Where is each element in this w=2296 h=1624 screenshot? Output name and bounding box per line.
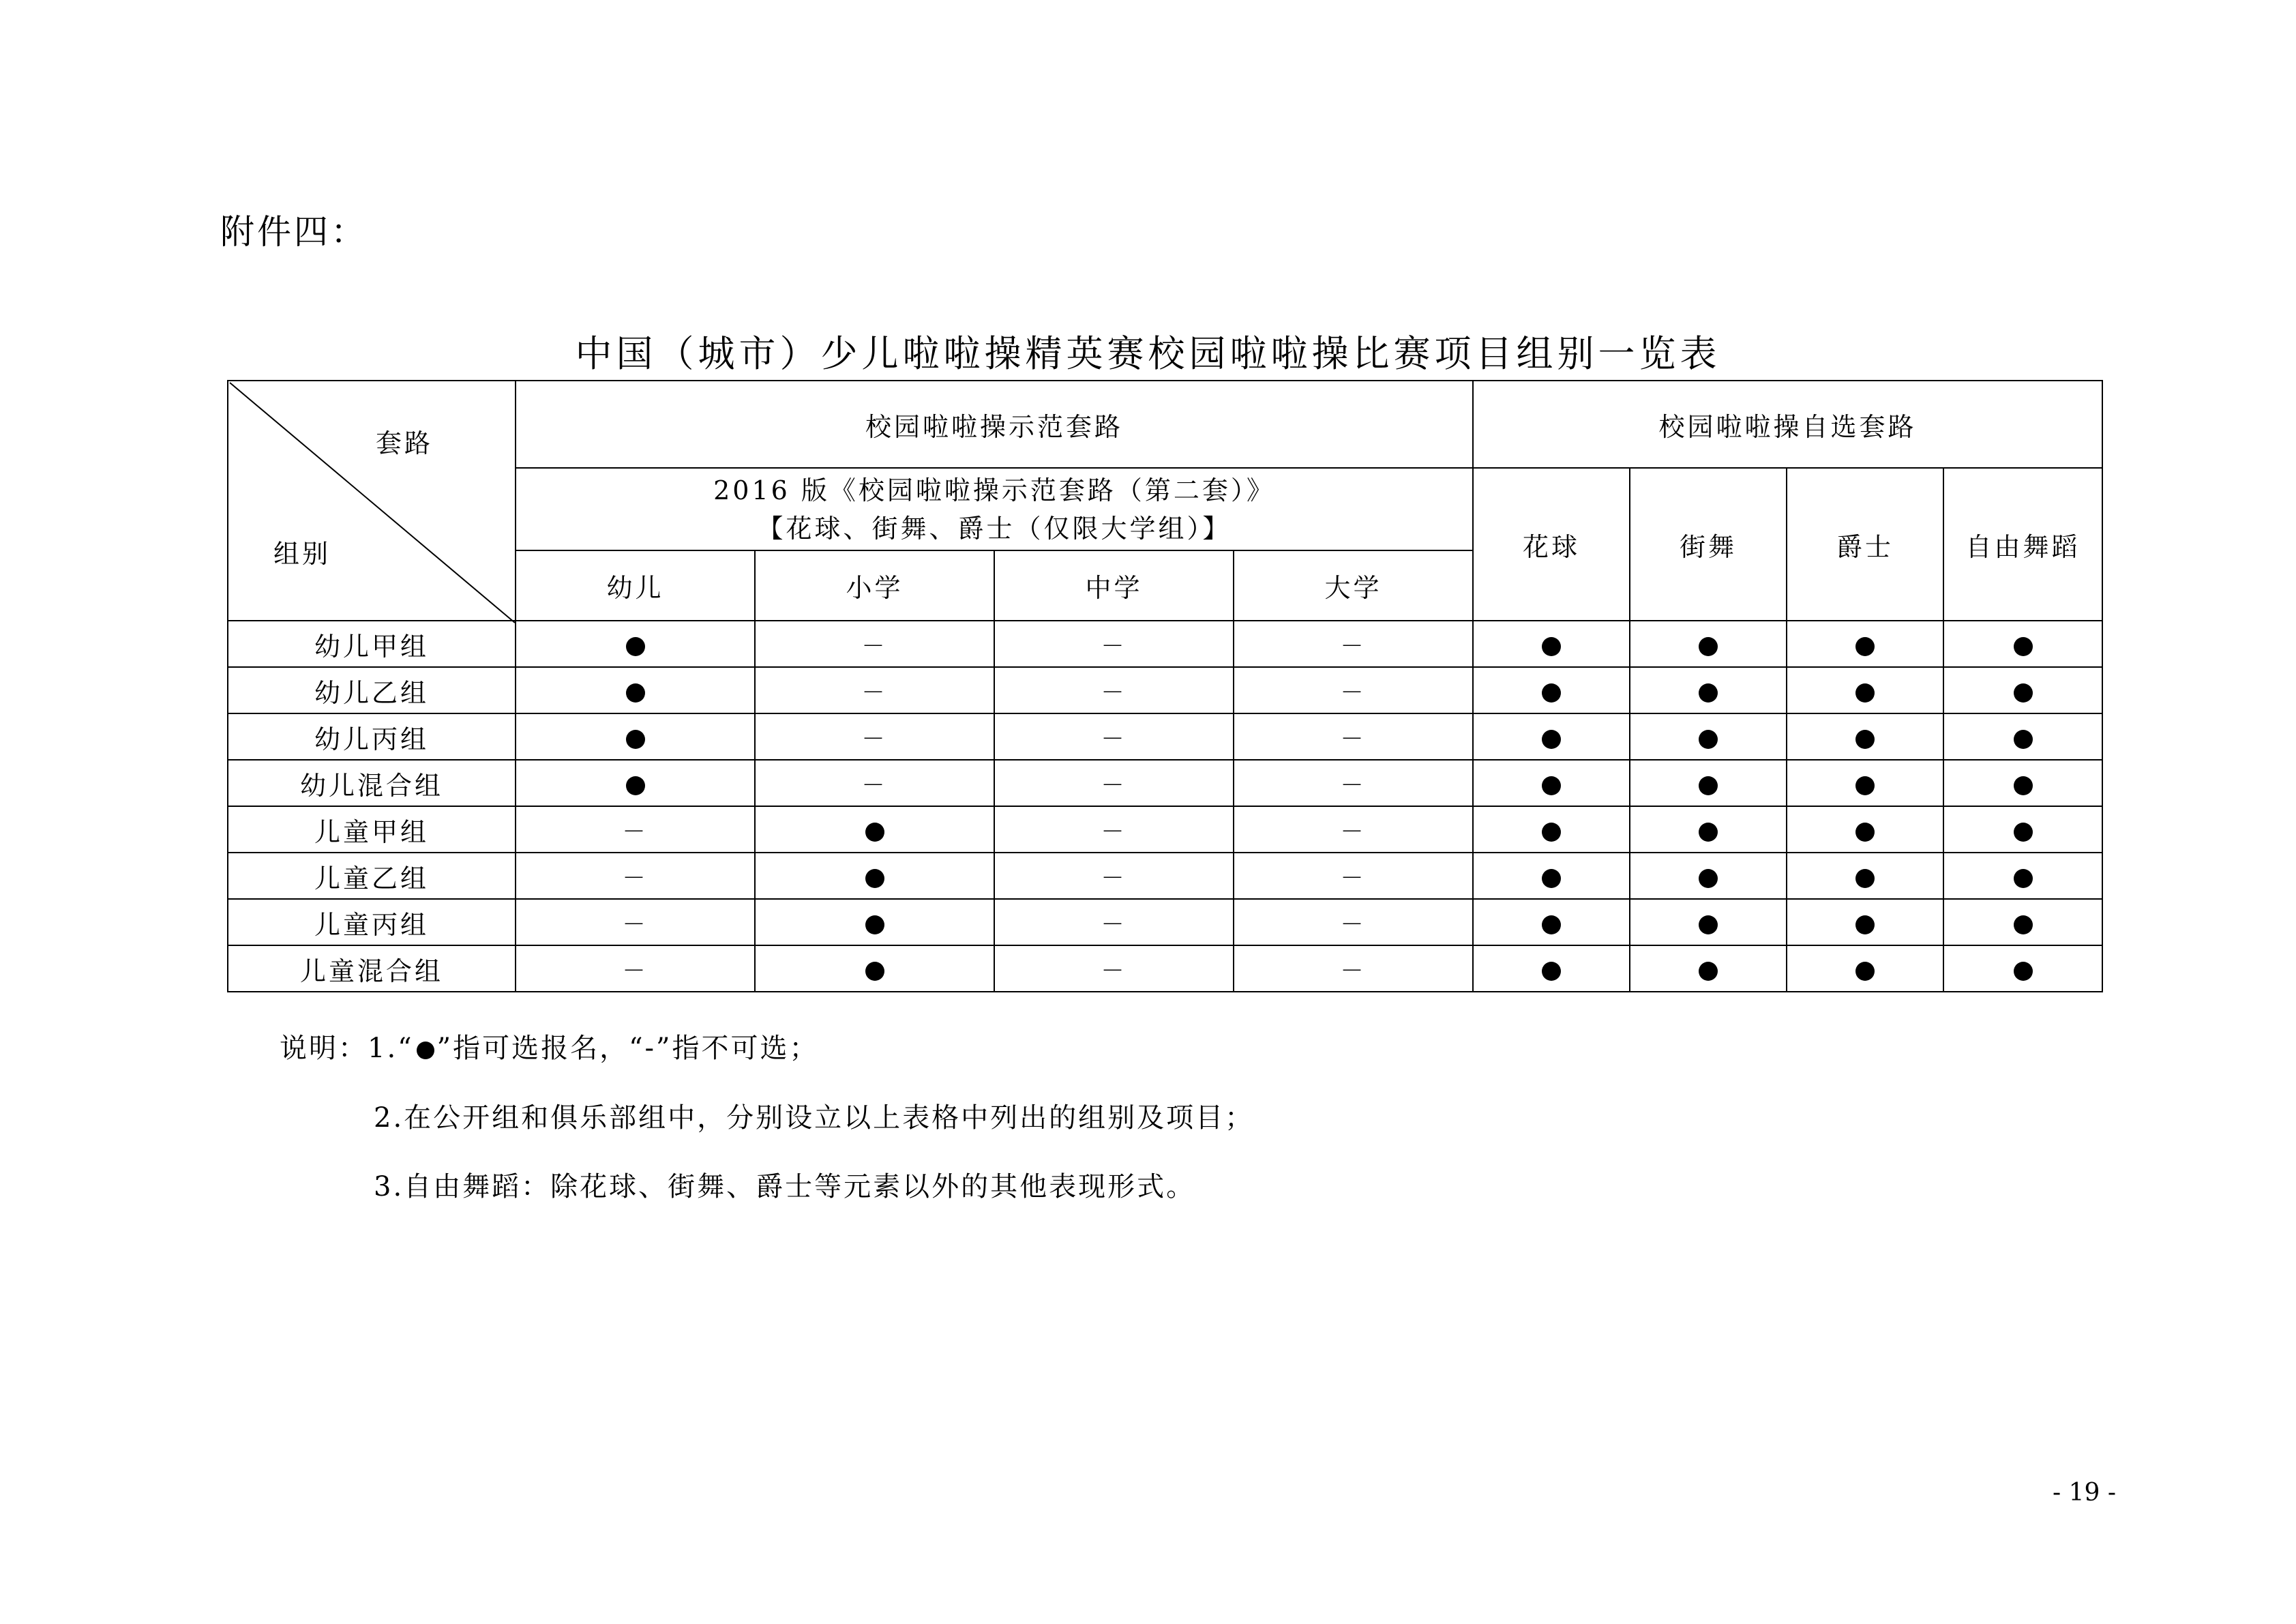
row-group-name: 儿童混合组 <box>228 945 516 992</box>
table-cell <box>1943 713 2102 760</box>
table-cell <box>1943 621 2102 667</box>
not-selectable-dash: － <box>861 632 888 660</box>
selectable-dot-icon <box>865 915 884 934</box>
table-cell <box>1630 621 1787 667</box>
selectable-dot-icon <box>626 683 645 703</box>
table-cell <box>994 853 1234 899</box>
selectable-dot-icon <box>2014 962 2033 981</box>
table-cell <box>1473 713 1630 760</box>
table-cell <box>516 760 755 806</box>
diagonal-line <box>228 381 516 624</box>
table-cell <box>1234 806 1473 853</box>
selectable-dot-icon <box>1699 869 1718 888</box>
table-cell <box>1630 853 1787 899</box>
table-cell <box>994 760 1234 806</box>
note-3: 3.自由舞蹈：除花球、街舞、爵士等元素以外的其他表现形式。 <box>374 1171 1196 1202</box>
table-row <box>228 667 2102 713</box>
note-2: 2.在公开组和俱乐部组中，分别设立以上表格中列出的组别及项目； <box>374 1102 1255 1134</box>
selectable-dot-icon <box>1855 962 1875 981</box>
selectable-dot-icon <box>1542 915 1561 934</box>
not-selectable-dash: － <box>622 957 648 985</box>
table-cell <box>516 713 755 760</box>
col-head-demo-2: 小学 <box>755 550 994 621</box>
table-cell <box>516 945 755 992</box>
table-body <box>228 621 2102 992</box>
demo-subtitle-line2: 【花球、街舞、爵士（仅限大学组）】 <box>757 513 1232 544</box>
selectable-dot-icon <box>1855 915 1875 934</box>
note-1 <box>280 1027 819 1065</box>
not-selectable-dash: － <box>622 911 648 939</box>
not-selectable-dash: － <box>1101 632 1127 660</box>
selectable-dot-icon <box>1855 776 1875 795</box>
table-row <box>228 945 2102 992</box>
table-cell <box>1787 713 1943 760</box>
selectable-dot-icon <box>1699 683 1718 703</box>
table-cell <box>1943 899 2102 945</box>
header-demo-subtitle <box>516 468 1473 550</box>
table-cell <box>1787 760 1943 806</box>
table-cell <box>1787 853 1943 899</box>
table-cell <box>1234 899 1473 945</box>
selectable-dot-icon <box>626 776 645 795</box>
page-number: - 19 - <box>2053 1479 2117 1507</box>
not-selectable-dash: － <box>1101 818 1127 846</box>
table-cell <box>994 713 1234 760</box>
selectable-dot-icon <box>1542 962 1561 981</box>
table-row <box>228 713 2102 760</box>
not-selectable-dash: － <box>1340 911 1367 939</box>
col-head-free-2: 街舞 <box>1630 468 1787 621</box>
col-head-demo-3: 中学 <box>994 550 1234 621</box>
table-title: 中国（城市）少儿啦啦操精英赛校园啦啦操比赛项目组别一览表 <box>575 332 1721 375</box>
selectable-dot-icon <box>2014 776 2033 795</box>
table-row <box>228 899 2102 945</box>
table-cell <box>1473 760 1630 806</box>
table-cell <box>1473 899 1630 945</box>
table-cell <box>1234 621 1473 667</box>
row-group-name: 幼儿混合组 <box>228 760 516 806</box>
col-head-free-1: 花球 <box>1473 468 1630 621</box>
selectable-dot-icon <box>1542 637 1561 656</box>
table-cell <box>1473 945 1630 992</box>
not-selectable-dash: － <box>861 771 888 799</box>
not-selectable-dash: － <box>1340 771 1367 799</box>
table-cell <box>1787 806 1943 853</box>
selectable-dot-icon <box>1542 730 1561 749</box>
table-cell <box>1234 667 1473 713</box>
table-cell <box>516 853 755 899</box>
table-cell <box>1473 853 1630 899</box>
selectable-dot-icon <box>2014 730 2033 749</box>
demo-subtitle-line1: 2016 版《校园啦啦操示范套路（第二套）》 <box>713 475 1275 505</box>
selectable-dot-icon <box>1699 637 1718 656</box>
table-cell <box>755 806 994 853</box>
table-cell <box>516 806 755 853</box>
table-cell <box>516 667 755 713</box>
table-row <box>228 853 2102 899</box>
table-cell <box>755 899 994 945</box>
selectable-dot-icon <box>1542 776 1561 795</box>
corner-cell <box>228 381 516 621</box>
selectable-dot-icon <box>2014 823 2033 842</box>
not-selectable-dash: － <box>622 864 648 892</box>
col-head-free-4: 自由舞蹈 <box>1943 468 2102 621</box>
selectable-dot-icon <box>865 869 884 888</box>
table-cell <box>1630 713 1787 760</box>
table-cell <box>755 945 994 992</box>
not-selectable-dash: － <box>1340 957 1367 985</box>
table-cell <box>1630 899 1787 945</box>
table-row <box>228 621 2102 667</box>
selectable-dot-icon <box>1542 823 1561 842</box>
table-cell <box>516 899 755 945</box>
not-selectable-dash: － <box>1101 864 1127 892</box>
selectable-dot-icon <box>417 1042 434 1059</box>
table-cell <box>755 621 994 667</box>
table-cell <box>1630 667 1787 713</box>
selectable-dot-icon <box>865 823 884 842</box>
row-group-name: 儿童丙组 <box>228 899 516 945</box>
table-cell <box>1234 945 1473 992</box>
not-selectable-dash: － <box>1340 864 1367 892</box>
not-selectable-dash: － <box>1340 818 1367 846</box>
not-selectable-dash: － <box>1101 911 1127 939</box>
selectable-dot-icon <box>2014 637 2033 656</box>
table-cell <box>1630 945 1787 992</box>
selectable-dot-icon <box>1699 962 1718 981</box>
col-head-demo-1: 幼儿 <box>516 550 755 621</box>
note-1-prefix: 说明：1.“ <box>280 1033 414 1064</box>
header-free-routine: 校园啦啦操自选套路 <box>1473 381 2102 468</box>
not-selectable-dash: － <box>1340 725 1367 753</box>
selectable-dot-icon <box>2014 915 2033 934</box>
table-cell <box>755 760 994 806</box>
corner-label-routine: 套路 <box>376 428 434 458</box>
not-selectable-dash: － <box>861 725 888 753</box>
not-selectable-dash: － <box>1101 771 1127 799</box>
table-cell <box>1787 621 1943 667</box>
selectable-dot-icon <box>1699 776 1718 795</box>
selectable-dot-icon <box>1699 823 1718 842</box>
table-cell <box>1473 806 1630 853</box>
selectable-dot-icon <box>1699 915 1718 934</box>
col-head-demo-4: 大学 <box>1234 550 1473 621</box>
selectable-dot-icon <box>1699 730 1718 749</box>
selectable-dot-icon <box>2014 869 2033 888</box>
table-cell <box>1943 667 2102 713</box>
table-cell <box>516 621 755 667</box>
selectable-dot-icon <box>1855 823 1875 842</box>
event-group-table <box>227 380 2103 992</box>
table-cell <box>755 667 994 713</box>
selectable-dot-icon <box>1855 730 1875 749</box>
table-cell <box>755 853 994 899</box>
table-cell <box>994 945 1234 992</box>
not-selectable-dash: － <box>1101 725 1127 753</box>
selectable-dot-icon <box>1855 869 1875 888</box>
selectable-dot-icon <box>1855 637 1875 656</box>
selectable-dot-icon <box>2014 683 2033 703</box>
table-cell <box>1473 667 1630 713</box>
table-cell <box>994 621 1234 667</box>
table-cell <box>1787 899 1943 945</box>
selectable-dot-icon <box>1542 683 1561 703</box>
row-group-name: 儿童乙组 <box>228 853 516 899</box>
not-selectable-dash: － <box>861 679 888 707</box>
table-cell <box>1943 806 2102 853</box>
table-cell <box>1234 853 1473 899</box>
row-group-name: 幼儿丙组 <box>228 713 516 760</box>
table-row <box>228 806 2102 853</box>
note-1-suffix: ”指可选报名，“-”指不可选； <box>436 1033 819 1064</box>
table-cell <box>1943 945 2102 992</box>
corner-label-group: 组别 <box>273 539 331 569</box>
table-cell <box>1943 760 2102 806</box>
table-cell <box>1787 945 1943 992</box>
col-head-free-3: 爵士 <box>1787 468 1943 621</box>
table-cell <box>1473 621 1630 667</box>
table-cell <box>755 713 994 760</box>
row-group-name: 幼儿甲组 <box>228 621 516 667</box>
table-row <box>228 760 2102 806</box>
not-selectable-dash: － <box>622 818 648 846</box>
row-group-name: 幼儿乙组 <box>228 667 516 713</box>
table-cell <box>1787 667 1943 713</box>
not-selectable-dash: － <box>1340 679 1367 707</box>
header-demo-routine: 校园啦啦操示范套路 <box>516 381 1473 468</box>
selectable-dot-icon <box>626 730 645 749</box>
table-cell <box>994 806 1234 853</box>
table-cell <box>1630 806 1787 853</box>
table-cell <box>994 899 1234 945</box>
table-cell <box>994 667 1234 713</box>
selectable-dot-icon <box>626 637 645 656</box>
row-group-name: 儿童甲组 <box>228 806 516 853</box>
not-selectable-dash: － <box>1340 632 1367 660</box>
not-selectable-dash: － <box>1101 679 1127 707</box>
table-cell <box>1234 713 1473 760</box>
selectable-dot-icon <box>1855 683 1875 703</box>
not-selectable-dash: － <box>1101 957 1127 985</box>
table-cell <box>1630 760 1787 806</box>
table-cell <box>1234 760 1473 806</box>
selectable-dot-icon <box>1542 869 1561 888</box>
attachment-label: 附件四： <box>220 212 368 252</box>
table-cell <box>1943 853 2102 899</box>
selectable-dot-icon <box>865 962 884 981</box>
